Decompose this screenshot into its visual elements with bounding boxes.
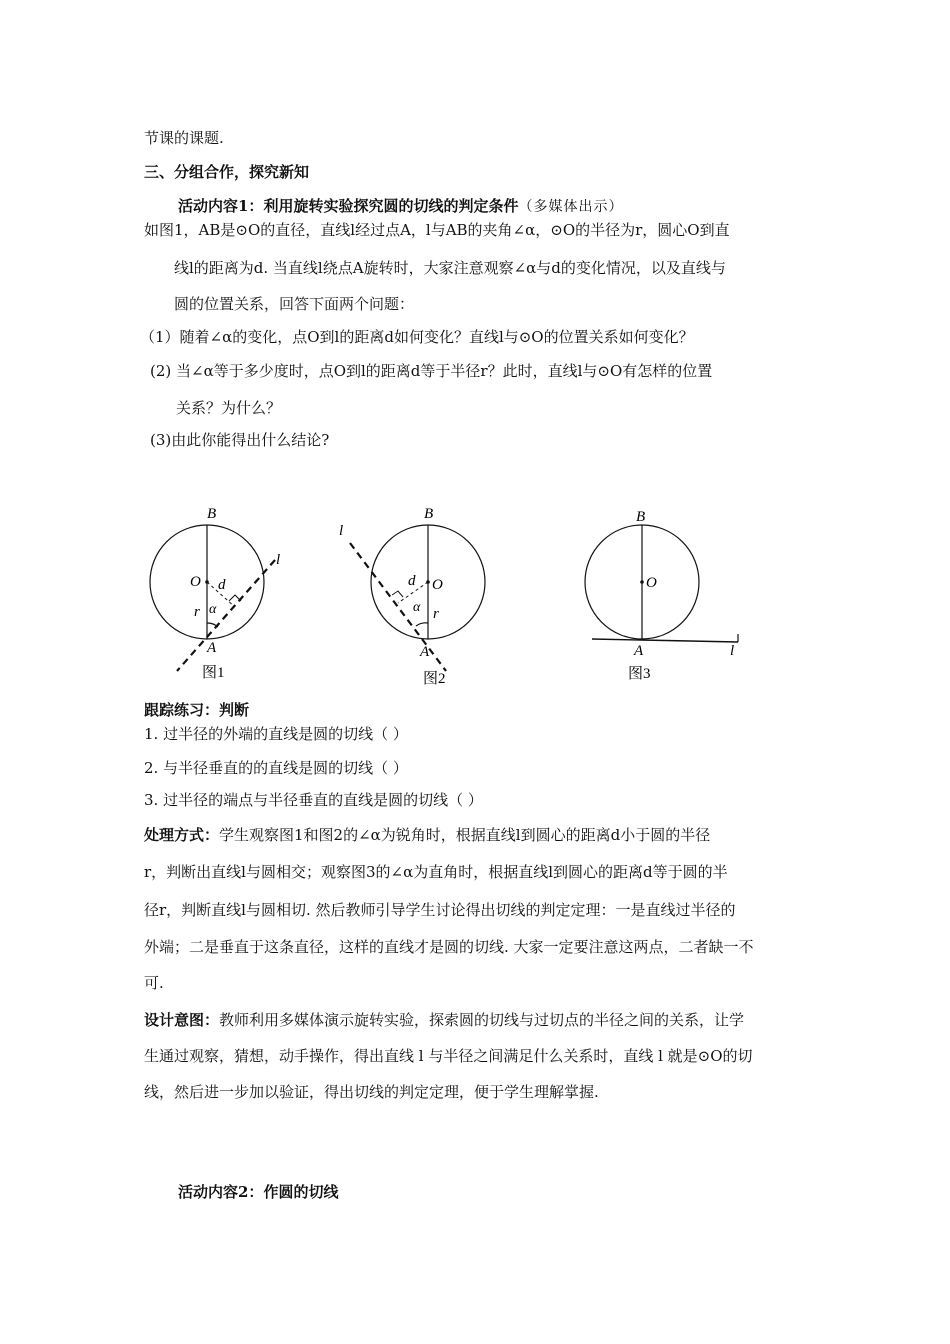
design-line: 线，然后进一步加以验证，得出切线的判定定理，便于学生理解掌握. bbox=[144, 1083, 599, 1101]
method-line: 外端；二是垂直于这条直径，这样的直线才是圆的切线. 大家一定要注意这两点，二者缺一不 bbox=[144, 938, 754, 956]
label-b: B bbox=[636, 509, 646, 525]
design-label: 设计意图： bbox=[144, 1011, 220, 1029]
paragraph-line: 如图1，AB是⊙O的直径，直线l经过点A，l与AB的夹角∠α，⊙O的半径为r，圆心O到直 bbox=[144, 221, 730, 239]
angle-arc bbox=[416, 623, 428, 626]
label-r: r bbox=[194, 604, 200, 620]
tangent-line-l bbox=[592, 639, 738, 642]
center-point bbox=[426, 580, 430, 584]
activity1-note: （多媒体出示） bbox=[518, 199, 624, 215]
question-2-cont: 关系？为什么？ bbox=[176, 399, 282, 417]
method-line: r，判断出直线l与圆相交；观察图3的∠α为直角时，根据直线l到圆心的距离d等于圆的半 bbox=[144, 863, 728, 881]
label-r: r bbox=[433, 606, 439, 622]
label-d: d bbox=[408, 573, 416, 589]
right-angle-mark bbox=[392, 591, 403, 597]
angle-arc bbox=[207, 623, 218, 627]
label-l: l bbox=[339, 523, 344, 539]
caption-3: 图3 bbox=[628, 666, 651, 682]
label-o: O bbox=[646, 575, 657, 591]
method-line: 可. bbox=[144, 974, 164, 992]
method-line bbox=[144, 825, 710, 845]
activity2-heading: 活动内容2：作圆的切线 bbox=[178, 1183, 339, 1201]
practice-item: 1. 过半径的外端的直线是圆的切线（ ） bbox=[144, 725, 408, 743]
center-point bbox=[205, 580, 209, 584]
method-text: 学生观察图1和图2的∠α为锐角时，根据直线l到圆心的距离d小于圆的半径 bbox=[219, 826, 711, 844]
design-line: 生通过观察，猜想，动手操作，得出直线 l 与半径之间满足什么关系时，直线 l 就是⊙O的切 bbox=[144, 1047, 753, 1065]
label-a: A bbox=[634, 643, 644, 659]
activity1-heading bbox=[178, 196, 623, 217]
question-2: (2) 当∠α等于多少度时，点O到l的距离d等于半径r？此时，直线l与⊙O有怎样的位置 bbox=[150, 362, 713, 380]
label-o: O bbox=[190, 574, 201, 590]
section-heading: 三、分组合作，探究新知 bbox=[144, 163, 310, 181]
label-l: l bbox=[730, 643, 735, 659]
practice-heading: 跟踪练习：判断 bbox=[144, 701, 250, 719]
figure-1 bbox=[140, 495, 300, 690]
paragraph-line: 线l的距离为d. 当直线l绕点A旋转时，大家注意观察∠α与d的变化情况，以及直线与 bbox=[174, 259, 726, 277]
method-line: 径r，判断直线l与圆相切. 然后教师引导学生讨论得出切线的判定定理：一是直线过半径的 bbox=[144, 901, 736, 919]
label-alpha: α bbox=[209, 602, 217, 617]
line-l bbox=[350, 543, 446, 671]
label-a: A bbox=[420, 644, 430, 660]
intro-text: 节课的课题. bbox=[144, 129, 224, 147]
paragraph-line: 圆的位置关系，回答下面两个问题： bbox=[174, 295, 415, 313]
caption-1: 图1 bbox=[202, 665, 225, 681]
figure-3 bbox=[570, 495, 750, 690]
label-b: B bbox=[424, 506, 434, 522]
question-1: （1）随着∠α的变化，点O到l的距离d如何变化？直线l与⊙O的位置关系如何变化？ bbox=[140, 328, 694, 346]
design-text: 教师利用多媒体演示旋转实验，探索圆的切线与过切点的半径之间的关系，让学 bbox=[219, 1011, 745, 1029]
label-l: l bbox=[276, 552, 281, 568]
label-a: A bbox=[207, 640, 217, 656]
label-b: B bbox=[207, 506, 217, 522]
label-d: d bbox=[218, 577, 226, 593]
method-label: 处理方式： bbox=[144, 826, 220, 844]
question-3: (3)由此你能得出什么结论? bbox=[150, 431, 330, 449]
practice-item: 3. 过半径的端点与半径垂直的直线是圆的切线（ ） bbox=[144, 791, 483, 809]
label-alpha: α bbox=[413, 600, 421, 615]
label-o: O bbox=[432, 577, 443, 593]
caption-2: 图2 bbox=[423, 671, 446, 687]
design-line bbox=[144, 1010, 744, 1030]
practice-item: 2. 与半径垂直的的直线是圆的切线（ ） bbox=[144, 759, 408, 777]
center-point bbox=[640, 580, 644, 584]
activity1-title: 活动内容1：利用旋转实验探究圆的切线的判定条件 bbox=[178, 197, 519, 215]
figure-2 bbox=[330, 495, 500, 690]
